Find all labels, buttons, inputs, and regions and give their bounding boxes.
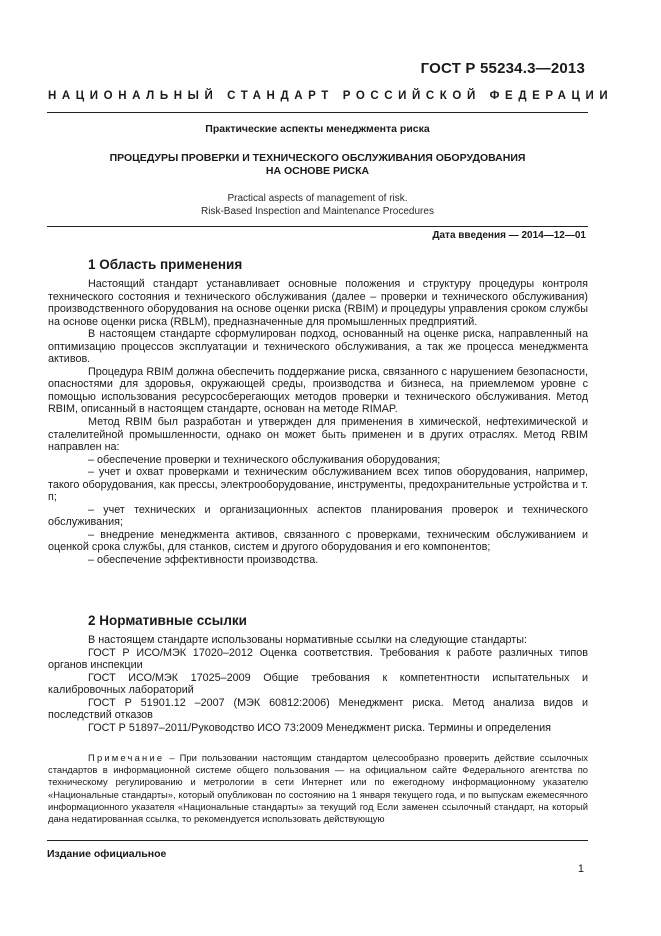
list-item: – учет технических и организационных аспектов планирования проверок и технического обслуживания; xyxy=(48,503,588,529)
title-line-2: НА ОСНОВЕ РИСКА xyxy=(265,165,370,177)
paragraph: Настоящий стандарт устанавливает основные положения и структуру процедуры контроля технического состояния и технического обслуживания (далее – проверки и технического обслуживания) производственного оборудования на основе оценки риска (RBIM) и процедуры управления сроком службы на основе оценки риска (RBLM), предназначенные для промышленных предприятий. xyxy=(48,278,588,328)
list-item: – внедрение менеджмента активов, связанного с проверками, техническим обслуживанием и оценкой срока службы, для станков, систем и другого оборудования и его компонентов; xyxy=(48,528,588,554)
paragraph: Метод RBIM был разработан и утвержден для применения в химической, нефтехимической и сталелитейной промышленности, однако он может быть применен и в других отраслях. Метод RBIM направлен на: xyxy=(48,416,588,454)
paragraph: В настоящем стандарте сформулирован подход, основанный на оценке риска, направленный на оптимизацию процессов эксплуатации и технического обслуживания, а так же процесса менеджмента активов. xyxy=(48,328,588,366)
section-2-heading: 2 Нормативные ссылки xyxy=(88,613,247,628)
edition-label: Издание официальное xyxy=(47,848,167,860)
document-subtitle: Практические аспекты менеджмента риска xyxy=(205,123,430,135)
english-title-line-1: Practical aspects of management of risk. xyxy=(227,193,408,204)
page-number: 1 xyxy=(577,863,584,875)
paragraph: Процедура RBIM должна обеспечить поддержание риска, связанного с нарушением безопасности, опасностями для здоровья, окружающей среды, производства и бизнеса, на приемлемом уровне с помощью использования ресурсосберегающих методов проверки и технического обслуживания. Метод RBIM, описанный в настоящем стандарте, основан на методе RIMAP. xyxy=(48,365,588,416)
date-divider xyxy=(47,226,588,227)
top-divider xyxy=(47,112,588,113)
note-text: – При пользовании настоящим стандартом целесообразно проверить действие ссылочных стандартов в информационной системе общего пользования — на официальном сайте Федерального агентства по техническому регулированию и метрологии в сети Интернет или по ежегодному информационному указателю «Национальные стандарты», который опубликован по состоянию на 1 января текущего года, и по выпускам ежемесячного информационного указателя «Национальные стандарты» за текущий год Если заменен ссылочный стандарт, на который дана недатированная ссылка, то рекомендуется использовать действующую xyxy=(48,752,588,825)
english-title xyxy=(47,193,588,218)
list-item: – обеспечение эффективности производства. xyxy=(88,554,319,567)
introduction-date: Дата введения — 2014—12—01 xyxy=(432,230,586,241)
list-item: – обеспечение проверки и технического обслуживания оборудования; xyxy=(88,453,441,466)
document-number: ГОСТ Р 55234.3—2013 xyxy=(420,60,585,77)
title-line-1: ПРОЦЕДУРЫ ПРОВЕРКИ И ТЕХНИЧЕСКОГО ОБСЛУЖИВАНИЯ ОБОРУДОВАНИЯ xyxy=(109,152,526,164)
english-title-line-2: Risk-Based Inspection and Maintenance Procedures xyxy=(201,205,434,217)
paragraph: В настоящем стандарте использованы нормативные ссылки на следующие стандарты: xyxy=(88,634,527,646)
section-1-body xyxy=(48,278,588,567)
document-title xyxy=(47,152,588,178)
reference-item: ГОСТ ИСО/МЭК 17025–2009 Общие требования к компетентности испытательных и калибровочных лабораторий xyxy=(48,671,588,697)
note-label: Примечание xyxy=(88,752,165,763)
reference-item: ГОСТ Р 51901.12 –2007 (МЭК 60812:2006) Менеджмент риска. Метод анализа видов и последствий отказов xyxy=(48,696,588,722)
national-standard-banner: НАЦИОНАЛЬНЫЙ СТАНДАРТ РОССИЙСКОЙ ФЕДЕРАЦИИ xyxy=(48,90,614,102)
reference-item: ГОСТ Р 51897–2011/Руководство ИСО 73:2009 Менеджмент риска. Термины и определения xyxy=(88,721,551,734)
section-2-body xyxy=(48,634,588,734)
list-item: – учет и охват проверками и техническим обслуживанием всех типов оборудования, например, такого оборудования, как прессы, электрооборудование, инструменты, предохранительные устройства и т. п; xyxy=(48,466,588,504)
note-block xyxy=(48,752,588,825)
section-1-heading: 1 Область применения xyxy=(88,257,243,272)
footer-divider xyxy=(47,840,588,841)
reference-item: ГОСТ Р ИСО/МЭК 17020–2012 Оценка соответствия. Требования к работе различных типов органов инспекции xyxy=(48,646,588,672)
